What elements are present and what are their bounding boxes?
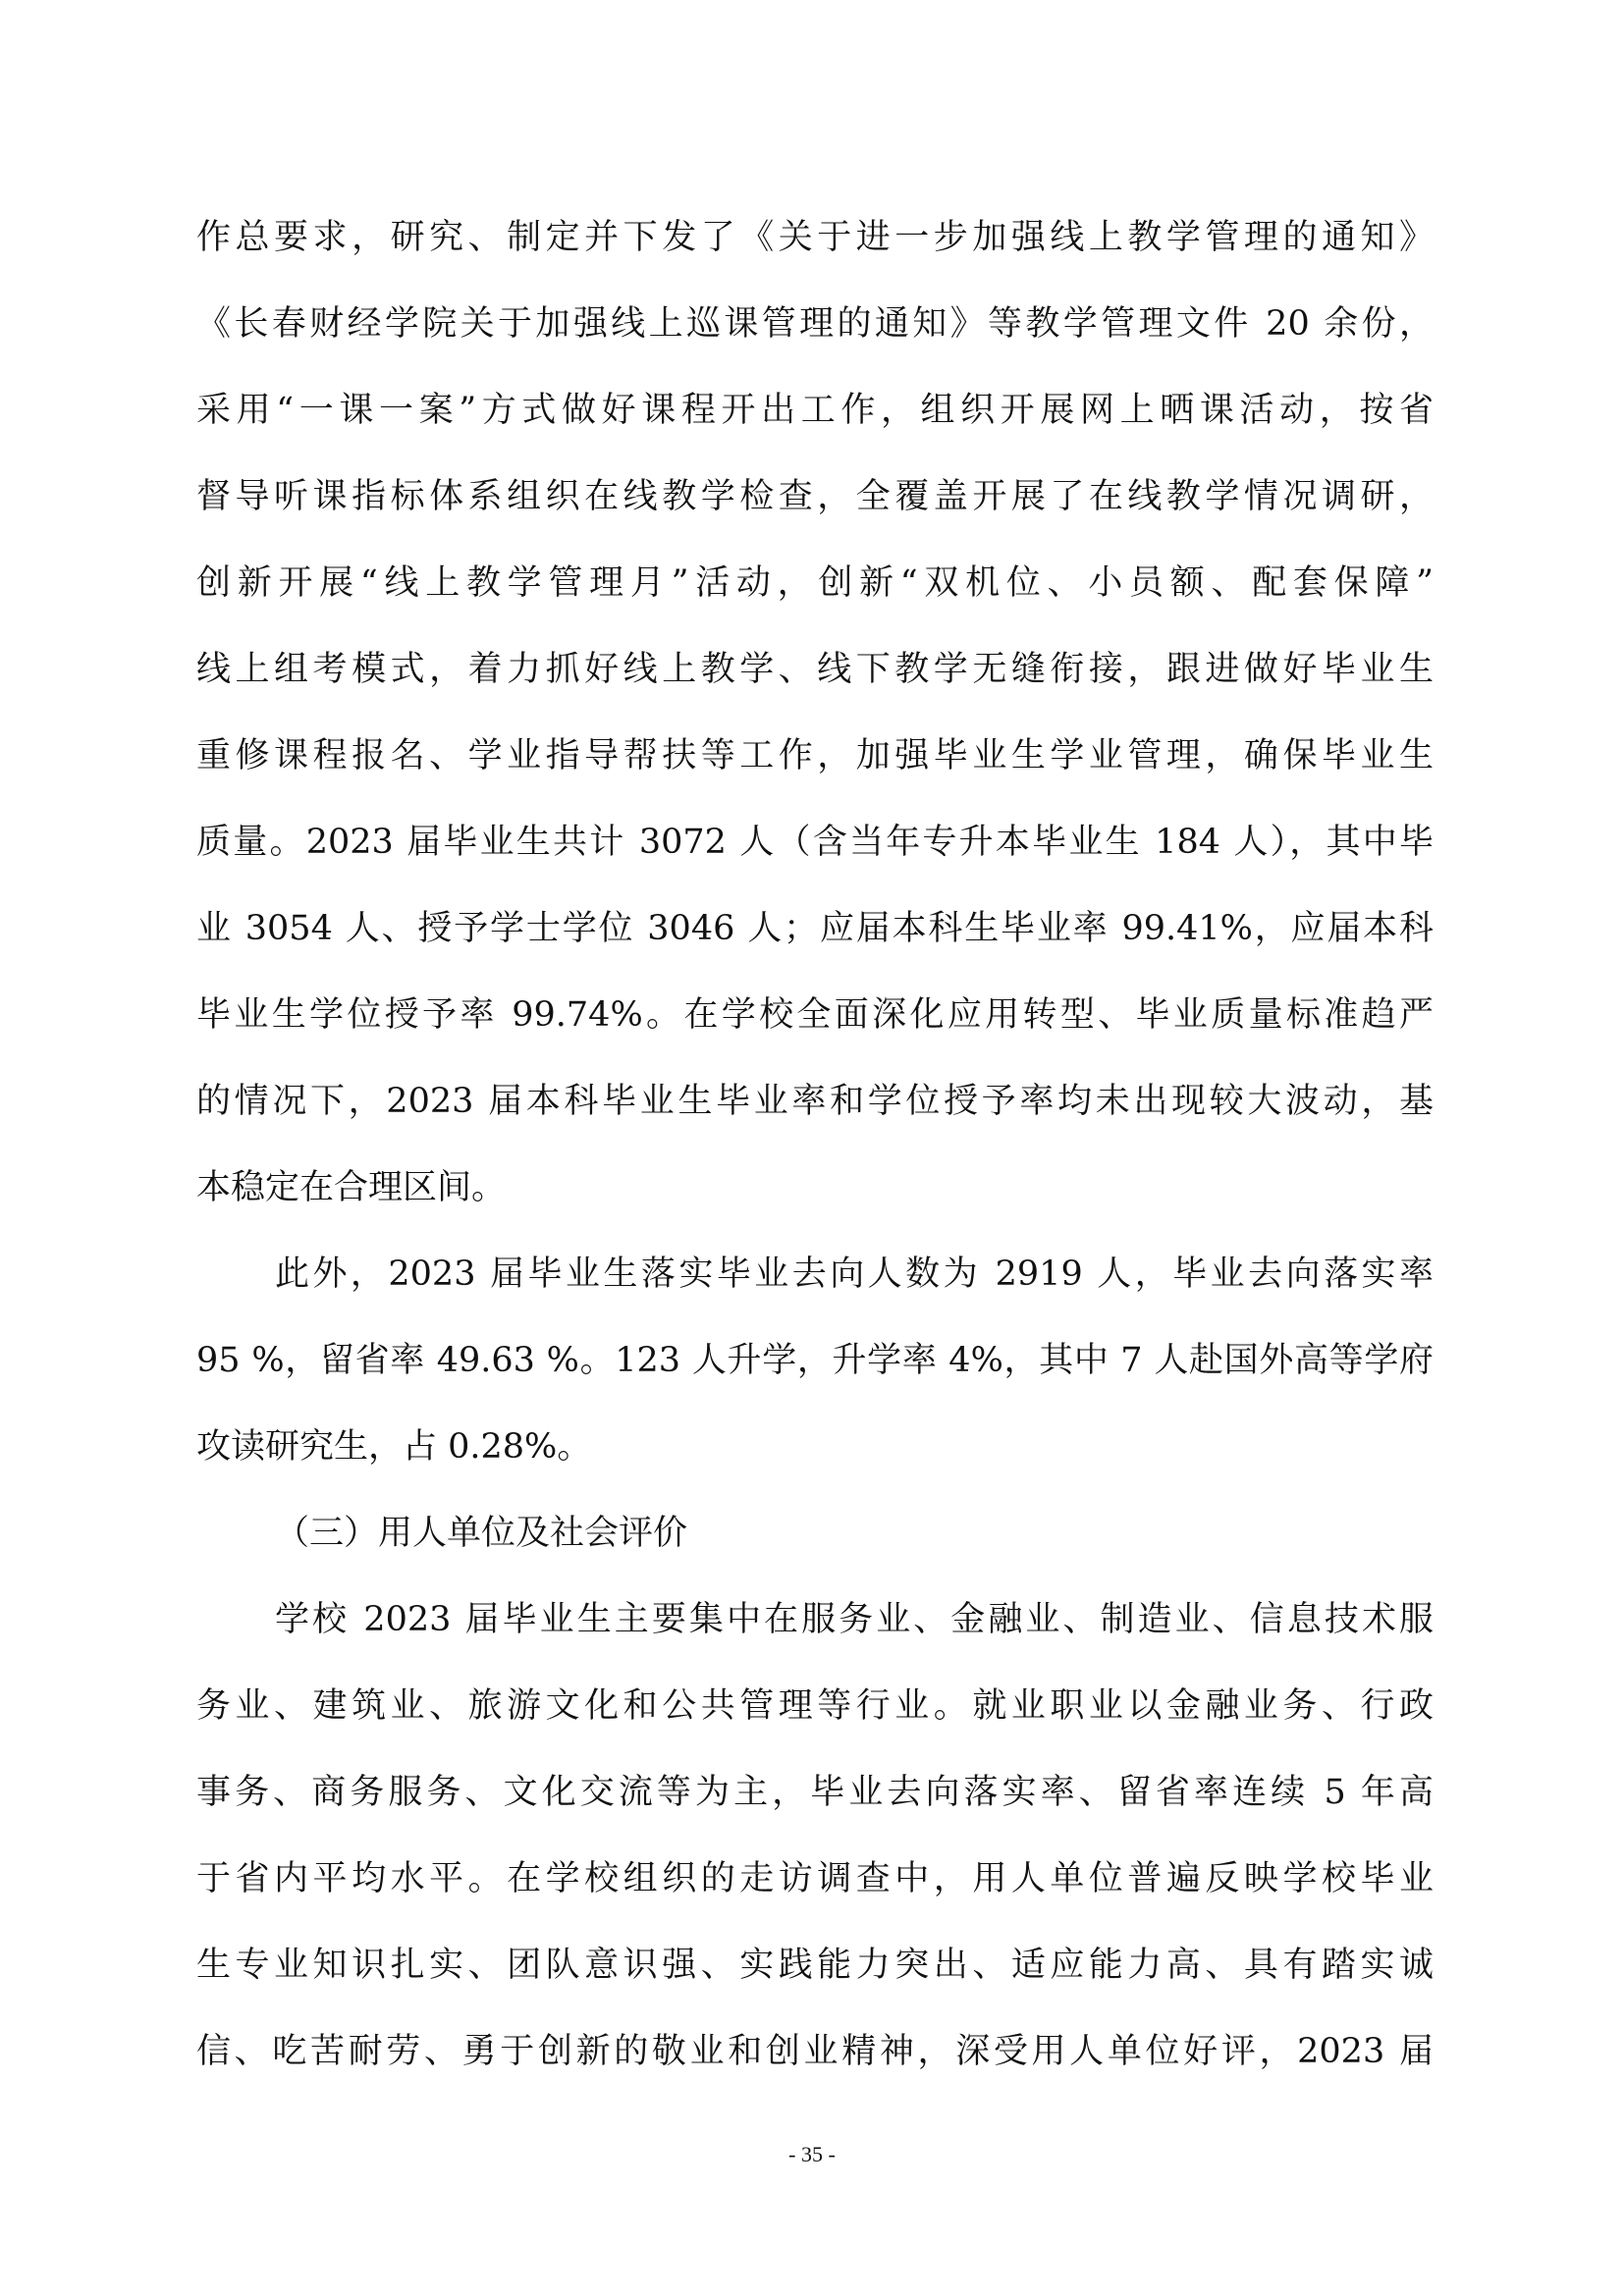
paragraph-3-line-4: 于省内平均水平。在学校组织的走访调查中，用人单位普遍反映学校毕业 [196, 1859, 1434, 1898]
paragraph-2-line-3: 攻读研究生，占 0.28%。 [196, 1427, 592, 1467]
paragraph-1-line-7: 重修课程报名、学业指导帮扶等工作，加强毕业生学业管理，确保毕业生 [196, 736, 1434, 775]
page-number: - 35 - [788, 2142, 836, 2166]
paragraph-1-line-10: 毕业生学位授予率 99.74%。在学校全面深化应用转型、毕业质量标准趋严 [196, 995, 1434, 1035]
section-heading: （三）用人单位及社会评价 [275, 1514, 688, 1553]
paragraph-3-line-6: 信、吃苦耐劳、勇于创新的敬业和创业精神，深受用人单位好评，2023 届 [196, 2032, 1434, 2071]
paragraph-3-line-1: 学校 2023 届毕业生主要集中在服务业、金融业、制造业、信息技术服 [275, 1600, 1434, 1639]
paragraph-1-line-9: 业 3054 人、授予学士学位 3046 人；应届本科生毕业率 99.41%，应届本科 [196, 909, 1434, 948]
paragraph-3-line-5: 生专业知识扎实、团队意识强、实践能力突出、适应能力高、具有踏实诚 [196, 1946, 1434, 1985]
paragraph-1-line-2: 《长春财经学院关于加强线上巡课管理的通知》等教学管理文件 20 余份， [196, 304, 1434, 344]
paragraph-1-line-11: 的情况下，2023 届本科毕业生毕业率和学位授予率均未出现较大波动，基 [196, 1082, 1434, 1121]
paragraph-1-line-4: 督导听课指标体系组织在线教学检查，全覆盖开展了在线教学情况调研， [196, 477, 1434, 516]
paragraph-2-line-1: 此外，2023 届毕业生落实毕业去向人数为 2919 人，毕业去向落实率 [275, 1255, 1434, 1294]
paragraph-2-line-2: 95 %，留省率 49.63 %。123 人升学，升学率 4%，其中 7 人赴国外高等学府 [196, 1341, 1434, 1380]
paragraph-1-line-12: 本稳定在合理区间。 [196, 1168, 507, 1207]
paragraph-1-line-1: 作总要求，研究、制定并下发了《关于进一步加强线上教学管理的通知》 [196, 218, 1434, 257]
paragraph-3-line-3: 事务、商务服务、文化交流等为主，毕业去向落实率、留省率连续 5 年高 [196, 1773, 1434, 1812]
paragraph-3-line-2: 务业、建筑业、旅游文化和公共管理等行业。就业职业以金融业务、行政 [196, 1686, 1434, 1726]
paragraph-1-line-5: 创新开展“线上教学管理月”活动，创新“双机位、小员额、配套保障” [196, 563, 1434, 603]
paragraph-1-line-8: 质量。2023 届毕业生共计 3072 人（含当年专升本毕业生 184 人），其中毕 [196, 823, 1434, 862]
paragraph-1-line-3: 采用“一课一案”方式做好课程开出工作，组织开展网上晒课活动，按省 [196, 391, 1434, 430]
paragraph-1-line-6: 线上组考模式，着力抓好线上教学、线下教学无缝衔接，跟进做好毕业生 [196, 650, 1434, 689]
